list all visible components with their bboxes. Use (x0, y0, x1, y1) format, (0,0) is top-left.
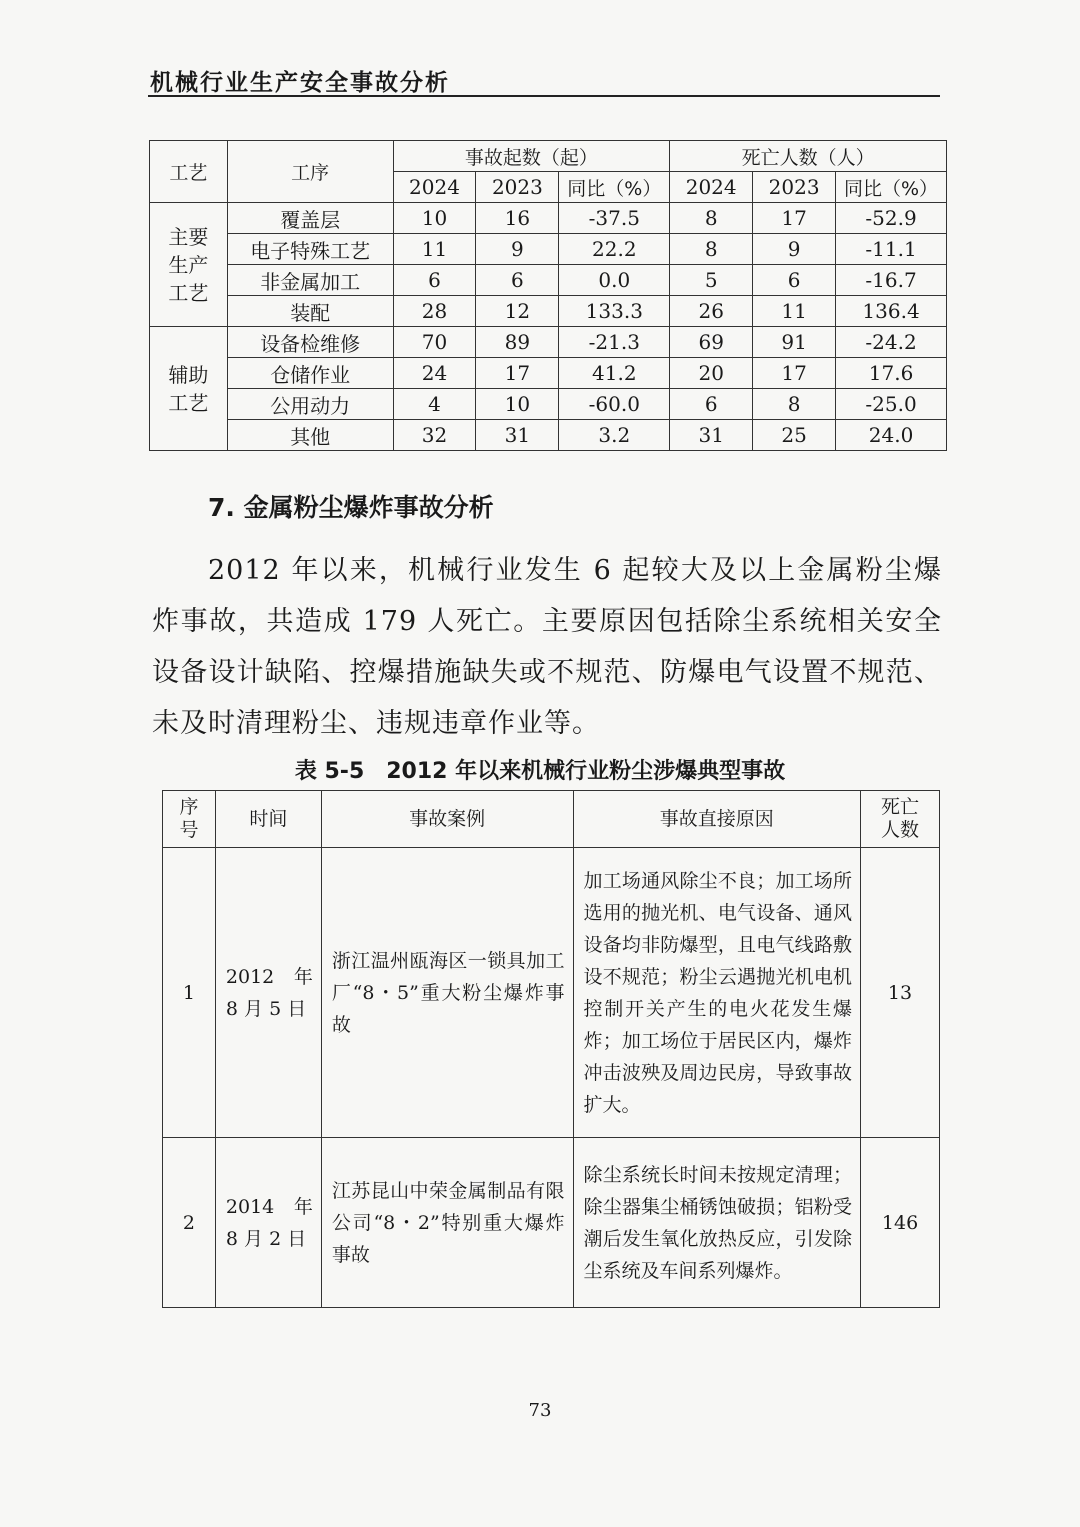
case-time-cell: 2012 年 8 月 5 日 (215, 848, 321, 1138)
value-cell: -25.0 (836, 389, 947, 420)
value-cell: 0.0 (559, 265, 670, 296)
case-case-cell: 浙江温州瓯海区一锁具加工厂“8・5”重大粉尘爆炸事故 (321, 848, 573, 1138)
case-deaths-cell: 146 (861, 1138, 940, 1308)
value-cell: 25 (753, 420, 836, 451)
value-cell: 9 (476, 234, 559, 265)
stats-table (149, 140, 947, 451)
value-cell: 3.2 (559, 420, 670, 451)
value-cell: -37.5 (559, 203, 670, 234)
case-cause-cell: 除尘系统长时间未按规定清理；除尘器集尘桶锈蚀破损；铝粉受潮后发生氧化放热反应，引发除尘系统及车间系列爆炸。 (573, 1138, 861, 1308)
value-cell: 20 (670, 358, 753, 389)
value-cell: 8 (670, 203, 753, 234)
header-no: 序 号 (163, 791, 216, 848)
value-cell: 89 (476, 327, 559, 358)
value-cell: 17 (753, 203, 836, 234)
value-cell: 10 (476, 389, 559, 420)
section-heading: 7. 金属粉尘爆炸事故分析 (208, 493, 494, 522)
header-cause: 事故直接原因 (573, 791, 861, 848)
header-rule (148, 95, 940, 97)
case-time-cell: 2014 年 8 月 2 日 (215, 1138, 321, 1308)
value-cell: 8 (753, 389, 836, 420)
value-cell: 4 (393, 389, 476, 420)
table-row (150, 296, 947, 327)
table-row (150, 389, 947, 420)
header-deaths-count: 死亡 人数 (861, 791, 940, 848)
step-cell: 其他 (227, 420, 393, 451)
value-cell: 70 (393, 327, 476, 358)
value-cell: 6 (393, 265, 476, 296)
value-cell: -21.3 (559, 327, 670, 358)
table-row (163, 848, 940, 1138)
group-label: 主要 生产 工艺 (150, 203, 228, 327)
value-cell: 8 (670, 234, 753, 265)
header-deaths: 死亡人数（人） (670, 141, 947, 172)
step-cell: 非金属加工 (227, 265, 393, 296)
table-row (163, 1138, 940, 1308)
table-row (150, 358, 947, 389)
value-cell: 9 (753, 234, 836, 265)
sub-header: 2023 (476, 172, 559, 203)
group-label: 辅助 工艺 (150, 327, 228, 451)
header-step: 工序 (227, 141, 393, 203)
body-paragraph: 2012 年以来，机械行业发生 6 起较大及以上金属粉尘爆炸事故，共造成 179 人死亡。主要原因包括除尘系统相关安全设备设计缺陷、控爆措施缺失或不规范、防爆电气设置不规范、未及时清理粉尘、违规违章作业等。 (152, 555, 942, 739)
value-cell: 91 (753, 327, 836, 358)
value-cell: 17.6 (836, 358, 947, 389)
header-case: 事故案例 (321, 791, 573, 848)
value-cell: -52.9 (836, 203, 947, 234)
value-cell: 136.4 (836, 296, 947, 327)
case-deaths-cell: 13 (861, 848, 940, 1138)
header-time: 时间 (215, 791, 321, 848)
value-cell: 6 (476, 265, 559, 296)
value-cell: 6 (670, 389, 753, 420)
step-cell: 公用动力 (227, 389, 393, 420)
sub-header: 同比（%） (836, 172, 947, 203)
table-row (150, 327, 947, 358)
sub-header: 2024 (393, 172, 476, 203)
step-cell: 电子特殊工艺 (227, 234, 393, 265)
value-cell: 31 (476, 420, 559, 451)
value-cell: 32 (393, 420, 476, 451)
step-cell: 覆盖层 (227, 203, 393, 234)
case-case-cell: 江苏昆山中荣金属制品有限公司“8・2”特别重大爆炸事故 (321, 1138, 573, 1308)
running-header: 机械行业生产安全事故分析 (150, 70, 450, 96)
value-cell: 22.2 (559, 234, 670, 265)
value-cell: 26 (670, 296, 753, 327)
header-process: 工艺 (150, 141, 228, 203)
value-cell: 12 (476, 296, 559, 327)
value-cell: 10 (393, 203, 476, 234)
value-cell: 28 (393, 296, 476, 327)
table-row (150, 234, 947, 265)
case-no-cell: 1 (163, 848, 216, 1138)
value-cell: -60.0 (559, 389, 670, 420)
table-row (150, 265, 947, 296)
table-row (150, 420, 947, 451)
value-cell: 5 (670, 265, 753, 296)
header-accidents: 事故起数（起） (393, 141, 670, 172)
value-cell: 69 (670, 327, 753, 358)
page-number: 73 (528, 1400, 552, 1421)
case-cause-cell: 加工场通风除尘不良；加工场所选用的抛光机、电气设备、通风设备均非防爆型，且电气线路敷设不规范；粉尘云遇抛光机电机控制开关产生的电火花发生爆炸；加工场位于居民区内，爆炸冲击波殃及周边民房，导致事故扩大。 (573, 848, 861, 1138)
sub-header: 2024 (670, 172, 753, 203)
table-caption: 表 5-5 2012 年以来机械行业粉尘涉爆典型事故 (294, 759, 786, 784)
case-no-cell: 2 (163, 1138, 216, 1308)
value-cell: -24.2 (836, 327, 947, 358)
table-row (150, 203, 947, 234)
value-cell: 31 (670, 420, 753, 451)
step-cell: 设备检维修 (227, 327, 393, 358)
step-cell: 装配 (227, 296, 393, 327)
sub-header: 同比（%） (559, 172, 670, 203)
value-cell: 24 (393, 358, 476, 389)
value-cell: 24.0 (836, 420, 947, 451)
value-cell: -11.1 (836, 234, 947, 265)
cases-table (162, 790, 940, 1308)
value-cell: 16 (476, 203, 559, 234)
step-cell: 仓储作业 (227, 358, 393, 389)
value-cell: 6 (753, 265, 836, 296)
value-cell: 41.2 (559, 358, 670, 389)
value-cell: -16.7 (836, 265, 947, 296)
sub-header: 2023 (753, 172, 836, 203)
value-cell: 17 (476, 358, 559, 389)
value-cell: 11 (393, 234, 476, 265)
value-cell: 17 (753, 358, 836, 389)
value-cell: 133.3 (559, 296, 670, 327)
value-cell: 11 (753, 296, 836, 327)
